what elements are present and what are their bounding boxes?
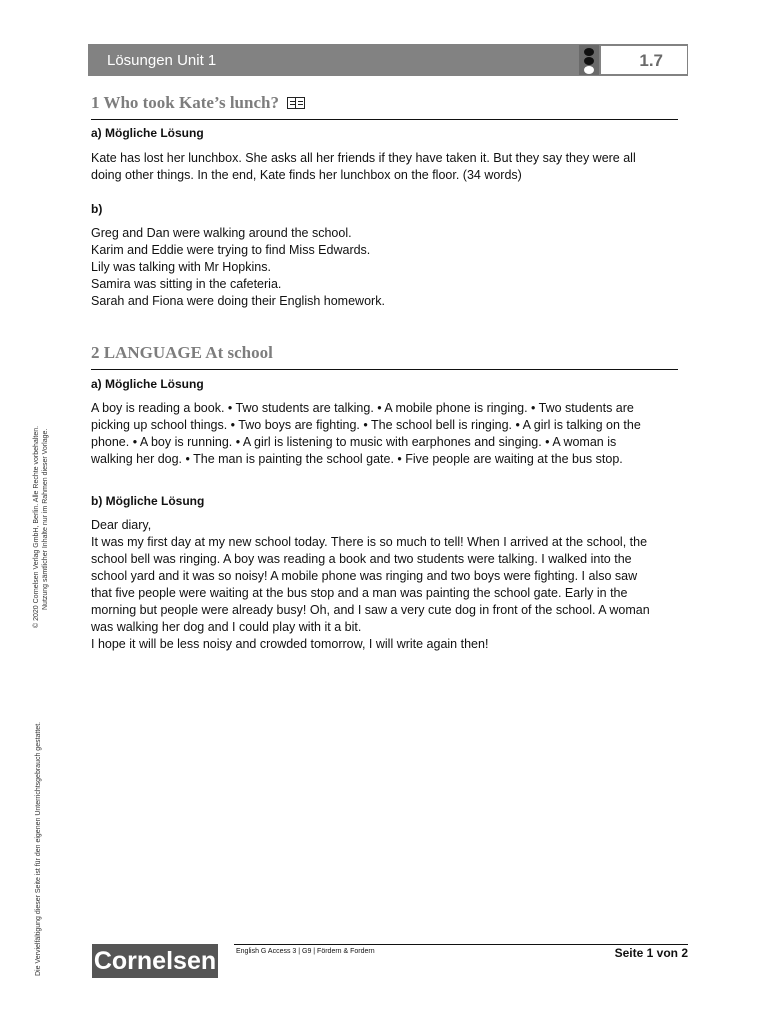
text-line: doing other things. In the end, Kate finds her lunchbox on the floor. (34 words)	[91, 168, 522, 182]
text-line: that five people were waiting at the bus stop and a man was painting the school gate. Early in the	[91, 586, 628, 600]
traffic-light-top	[584, 48, 594, 56]
section-1-heading	[91, 93, 678, 120]
text-line: phone. • A boy is running. • A girl is listening to music with earphones and singing. • A woman is	[91, 435, 617, 449]
text-line: Karim and Eddie were trying to find Miss Edwards.	[91, 243, 371, 257]
text-line: It was my first day at my new school today. There is so much to tell! When I arrived at the school, the	[91, 535, 648, 549]
footer-meta: English G Access 3 | G9 | Fördern & Fordern	[236, 948, 375, 955]
unit-number: 1.7	[639, 51, 663, 70]
cornelsen-logo: Cornelsen	[92, 944, 218, 978]
book-icon	[287, 97, 305, 109]
traffic-light-middle	[584, 57, 594, 65]
text-line: I hope it will be less noisy and crowded tomorrow, I will write again then!	[91, 637, 489, 651]
side-copyright-line-2: Nutzung sämtlicher Inhalte nur im Rahmen dieser Vorlage.	[42, 428, 49, 610]
section-2a-label: a) Mögliche Lösung	[91, 377, 204, 391]
section-1-title: 1 Who took Kate’s lunch?	[91, 93, 279, 112]
text-line: picking up school things. • Two boys are fighting. • The school bell is ringing. • A girl is talking on the	[91, 418, 641, 432]
traffic-light-bottom	[584, 66, 594, 74]
text-line: Dear diary,	[91, 518, 152, 532]
text-line: A boy is reading a book. • Two students are talking. • A mobile phone is ringing. • Two students are	[91, 401, 634, 415]
traffic-light-icon	[579, 45, 599, 75]
header-bar	[88, 44, 688, 76]
side-copy-notice: Die Vervielfältigung dieser Seite ist für den eigenen Unterrichtsgebrauch gestattet.	[35, 721, 42, 976]
text-line: school bell was ringing. A boy was reading a book and two students were talking. I walked into the	[91, 552, 632, 566]
section-2-heading	[91, 343, 678, 370]
text-line: Kate has lost her lunchbox. She asks all her friends if they have taken it. But they say they were all	[91, 151, 636, 165]
header-title: Lösungen Unit 1	[107, 52, 217, 69]
section-1a-text	[91, 150, 681, 184]
side-copyright-line-1: © 2020 Cornelsen Verlag GmbH, Berlin. Alle Rechte vorbehalten.	[33, 425, 40, 628]
section-2a-text	[91, 400, 681, 468]
unit-number-box	[599, 45, 688, 75]
footer-divider	[234, 944, 688, 945]
section-1b-label: b)	[91, 202, 103, 216]
section-2-title: 2 LANGUAGE At school	[91, 343, 273, 362]
text-line: Samira was sitting in the cafeteria.	[91, 277, 282, 291]
text-line: morning but people were already busy! Oh, and I saw a very cute dog in front of the school. A woman	[91, 603, 650, 617]
section-1a-label: a) Mögliche Lösung	[91, 126, 204, 140]
text-line: Greg and Dan were walking around the school.	[91, 226, 352, 240]
side-copyright	[32, 426, 50, 628]
page-number: Seite 1 von 2	[614, 946, 688, 960]
section-2b-label: b) Mögliche Lösung	[91, 494, 205, 508]
text-line: was walking her dog and I could play with it a bit.	[91, 620, 362, 634]
text-line: Lily was talking with Mr Hopkins.	[91, 260, 271, 274]
text-line: Sarah and Fiona were doing their English homework.	[91, 294, 385, 308]
section-2b-text	[91, 517, 681, 653]
text-line: school yard and it was so noisy! A mobile phone was ringing and two boys were fighting. I also saw	[91, 569, 638, 583]
text-line: walking her dog. • The man is painting the school gate. • Five people are waiting at the bus stop.	[91, 452, 623, 466]
section-1b-text	[91, 225, 681, 310]
